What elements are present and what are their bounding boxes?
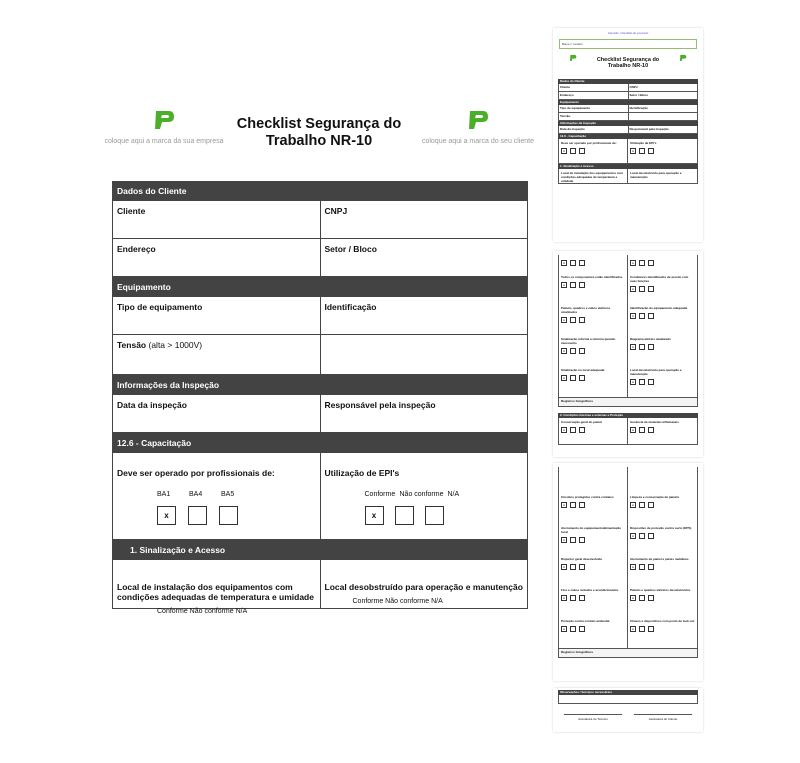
thumb-cell: Setor / Bloco [628, 92, 698, 99]
option-label-nao-conforme: Não conforme [399, 491, 444, 498]
checkbox-conforme[interactable]: x [365, 506, 384, 525]
option-labels: Conforme Não conforme N/A [352, 598, 443, 605]
thumbnail-page-4[interactable] [553, 688, 703, 732]
thumb-grid-cell: Utilização de EPI's x [630, 140, 657, 153]
question-label: Local de instalação dos equipamentos com condições adequadas de temperatura e umidade [117, 582, 314, 602]
thumb-row [558, 105, 698, 113]
field-setor-bloco[interactable]: Setor / Bloco [320, 239, 528, 276]
thumb-q: Disjuntor geral desenvolvido [561, 557, 603, 561]
thumb-cell: Responsável pela inspeção [628, 126, 698, 133]
thumb-q: Utilização de EPI's [630, 140, 657, 145]
field-empty[interactable] [320, 335, 528, 374]
section-header-cliente: Dados do Cliente [112, 181, 528, 201]
thumb-grid-cell: Identificação do equipamento adequada x [630, 306, 688, 318]
thumb-q: Sinalização informa a reforma quando necessário [561, 337, 616, 345]
thumb-section: Informações da Inspeção [558, 121, 698, 126]
thumb-q: Aterramento de painel e partes metálicas [630, 557, 689, 561]
thumb-row [558, 113, 698, 121]
thumb-q: Deve ser operado por profissionais de: [561, 140, 617, 145]
client-logo [418, 108, 538, 146]
thumb-grid-cell: Limpeza e conservação de painéis x [630, 495, 680, 507]
logo-right-caption: coloque aqui a marca do seu cliente [421, 138, 535, 145]
thumb-q: Limpeza e conservação de painéis [630, 495, 680, 499]
thumb-grid-cell [559, 467, 628, 493]
logo-mark-icon [569, 54, 577, 62]
thumb-grid-cell: Condutores identificados de acordo com suas funções x [630, 275, 689, 291]
thumb-note: Atenção: checklist de exemplo [607, 31, 649, 35]
thumb-grid-cell: Fios e cabos isolados e acondicionados x [559, 586, 628, 617]
thumb-grid-cell: Sinalização informa a reforma quando necessário x [559, 335, 628, 366]
thumb-q: Aterramento do equipamento/alimentação local [561, 526, 622, 534]
thumb-grid [558, 418, 698, 445]
form-row [112, 560, 528, 615]
checkbox-group [117, 506, 316, 525]
thumb-cell: Tipo de equipamento [560, 105, 591, 110]
checkbox-ba1[interactable]: x [157, 506, 176, 525]
thumb-grid-cell: Dispositivo de proteção contra surto (DPS) x [630, 526, 692, 538]
thumb-q: Fios e cabos isolados e acondicionados [561, 588, 619, 592]
thumb-cell: CNPJ [628, 84, 698, 91]
thumb-grid-cell: Aterramento do equipamento/alimentação local x [559, 524, 628, 555]
section-header-capacitacao: 12.6 - Capacitação [112, 433, 528, 453]
form-row [112, 335, 528, 375]
thumb-grid-cell: Aterramento de painel e partes metálicas x [630, 557, 689, 569]
checkbox-nao-conforme[interactable] [395, 506, 414, 525]
thumb-grid-cell: Circuitos protegidos contra contatos x [559, 493, 628, 524]
thumb-grid [558, 169, 698, 184]
thumb-sig-left: Assinatura do Técnico [564, 714, 622, 721]
thumb-grid-cell: Local desobstruído para operação e manutenção [630, 170, 682, 179]
form-row [112, 297, 528, 335]
logo-mark-icon [466, 108, 490, 132]
thumb-sig-right: Assinatura do Cliente [634, 714, 692, 721]
thumb-title: Checklist Segurança do Trabalho NR-10 [596, 56, 660, 69]
thumb-header [553, 49, 703, 79]
thumb-section: Observações / Serviços necessários [558, 690, 698, 695]
thumb-grid-cell: Deve ser operado por profissionais de: x [559, 139, 628, 163]
thumb-grid-cell: Local desobstruído para operação e manutenção x [630, 368, 682, 384]
thumb-link-note: Baixe o modelo [559, 39, 697, 49]
question-local-instalacao [113, 560, 320, 615]
option-labels [325, 491, 524, 498]
thumb-q: Painéis e quadros elétricos desobstruídos [630, 588, 691, 592]
thumb-observacoes-box [558, 695, 698, 704]
thumbnail-page-3[interactable] [553, 463, 703, 681]
thumb-grid [558, 467, 698, 649]
thumb-section: 1. Sinalização e Acesso [558, 164, 698, 169]
thumb-q: Sinalização no local adequada [561, 368, 605, 372]
question-epi [320, 453, 528, 539]
logo-mark-icon [679, 54, 687, 62]
field-tensao-label: Tensão [117, 340, 147, 350]
field-endereco[interactable]: Endereço [117, 244, 156, 254]
thumb-grid-cell: Local de instalação dos equipamentos com condições adequadas de temperatura e umidade [559, 169, 628, 183]
thumb-cell: Data da inspeção [560, 126, 585, 131]
thumbnail-page-2[interactable] [553, 251, 703, 457]
field-tensao[interactable] [113, 335, 320, 374]
thumb-row [558, 84, 698, 92]
thumb-grid-cell: Sinalização no local adequada x [559, 366, 628, 397]
question-label: Deve ser operado por profissionais de: [117, 468, 275, 478]
option-label-na: N/A [447, 491, 460, 498]
company-logo [104, 108, 224, 146]
thumb-grid-cell: Todos os componentes estão identificados x [559, 273, 628, 304]
section-header-inspecao: Informações da Inspeção [112, 375, 528, 395]
field-responsavel[interactable]: Responsável pela inspeção [320, 395, 528, 432]
thumb-grid-cell: Painéis e quadros elétricos desobstruídos x [630, 588, 691, 600]
thumb-grid-cell: x [628, 255, 697, 273]
thumb-q: Diagrama elétrico atualizado [630, 337, 671, 341]
logo-mark-icon [152, 108, 176, 132]
thumb-section: 12.6 - Capacitação [558, 134, 698, 139]
question-label: Utilização de EPI's [324, 468, 400, 478]
thumb-cell: Identificação [628, 105, 698, 112]
section-header-equipamento: Equipamento [112, 277, 528, 297]
thumb-cell: Endereço [560, 92, 574, 97]
thumb-grid-cell: Proteção contra contato acidental x [559, 617, 628, 648]
option-labels: Conforme Não conforme N/A [157, 608, 248, 615]
thumb-grid-cell: Conservação geral do painel x [559, 418, 628, 444]
question-local-desobstruido [320, 560, 528, 608]
thumb-registro: Registros fotográficos [558, 398, 698, 407]
thumb-q: Ausência de materiais inflamáveis [630, 420, 679, 424]
option-label-ba5: BA5 [221, 491, 235, 498]
thumb-cell [628, 113, 698, 120]
thumb-q: Dispositivo de proteção contra surto (DPS) [630, 526, 692, 530]
thumb-q: Condutores identificados de acordo com suas funções [630, 275, 689, 283]
checkbox-group [325, 506, 524, 525]
page-thumbnails [553, 0, 707, 763]
thumb-grid-cell: Ausência de materiais inflamáveis x [630, 420, 679, 432]
field-identificacao[interactable]: Identificação [320, 297, 528, 334]
checkbox-ba5[interactable] [219, 506, 238, 525]
thumb-q: Identificação do equipamento adequada [630, 306, 688, 310]
field-tipo-equipamento[interactable]: Tipo de equipamento [117, 302, 203, 312]
thumb-q: Todos os componentes estão identificados [561, 275, 623, 279]
thumb-logo-left [561, 54, 585, 63]
thumb-section: 2. Condições Internas e externas e Proteção [558, 413, 698, 418]
thumbnail-page-1[interactable] [553, 28, 703, 242]
checklist-form [112, 181, 528, 615]
form-row [112, 239, 528, 277]
thumb-q: Proteção contra contato acidental [561, 619, 610, 623]
question-label: Local desobstruído para operação e manutenção [324, 582, 523, 592]
field-cnpj[interactable]: CNPJ [320, 201, 528, 238]
thumb-q: Circuitos protegidos contra contatos [561, 495, 614, 499]
logo-left-caption: coloque aqui a marca da sua empresa [104, 138, 224, 145]
option-label-ba4: BA4 [189, 491, 203, 498]
field-data-inspecao[interactable]: Data da inspeção [117, 400, 187, 410]
thumb-registro: Registros fotográficos [558, 649, 698, 658]
thumb-q: Painéis, quadros e cabos elétricos sinalizados [561, 306, 611, 314]
thumb-q: Conservação geral do painel [561, 420, 602, 424]
checkbox-na[interactable] [425, 506, 444, 525]
thumb-cell: Cliente [560, 84, 571, 89]
thumb-section: Equipamento [558, 100, 698, 105]
thumb-signatures [558, 714, 698, 721]
thumb-q: Chaves e dispositivos com ponto de lock out [630, 619, 695, 623]
form-row [112, 395, 528, 433]
thumb-grid-cell: Diagrama elétrico atualizado x [630, 337, 671, 349]
document-title: Checklist Segurança do Trabalho NR-10 [236, 116, 402, 149]
thumb-section: Dados do Cliente [558, 79, 698, 84]
thumb-grid-cell: x [559, 255, 628, 273]
thumb-row [558, 126, 698, 134]
thumb-logo-right [671, 54, 695, 63]
question-profissionais [113, 453, 320, 539]
checkbox-ba4[interactable] [188, 506, 207, 525]
option-labels [117, 491, 316, 498]
thumb-grid-cell: Chaves e dispositivos com ponto de lock out x [630, 619, 695, 631]
thumb-grid-cell: Painéis, quadros e cabos elétricos sinalizados x [559, 304, 628, 335]
form-row [112, 201, 528, 239]
field-cliente[interactable]: Cliente [117, 206, 146, 216]
form-row [112, 453, 528, 540]
option-label-conforme: Conforme [364, 491, 396, 498]
thumb-cell: Tensão [560, 113, 571, 118]
thumb-grid [558, 255, 698, 398]
thumb-grid-cell [628, 467, 697, 493]
thumb-q: Local desobstruído para operação e manutenção [630, 368, 682, 376]
thumb-grid [558, 139, 698, 164]
option-label-ba1: BA1 [157, 491, 171, 498]
section-header-sinalizacao: 1. Sinalização e Acesso [112, 540, 528, 560]
thumb-grid-cell: Disjuntor geral desenvolvido x [559, 555, 628, 586]
thumb-row [558, 92, 698, 100]
field-tensao-hint: (alta > 1000V) [146, 340, 203, 350]
